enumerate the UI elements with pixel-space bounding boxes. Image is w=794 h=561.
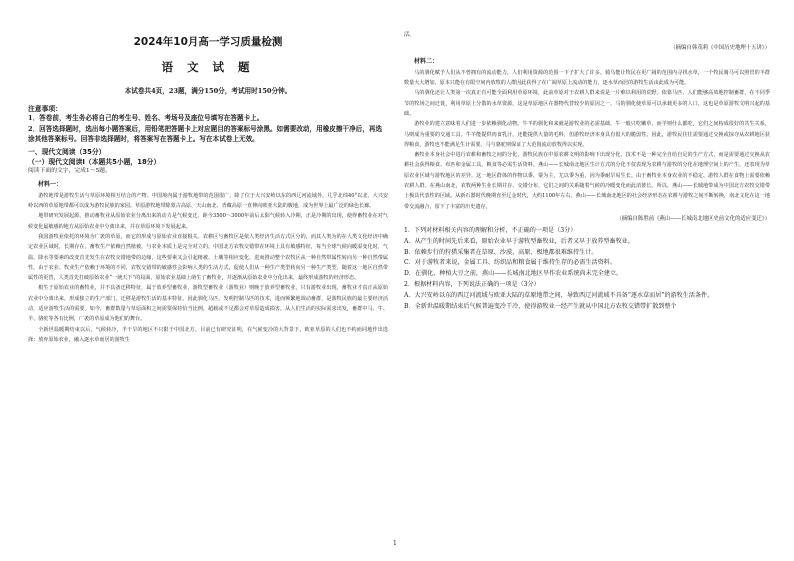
material1-paragraph: 游牧地带是游牧生活与草原环境相互结合的产物。中国境内属于游牧地带的范围很广，除了位于大兴安岭以东的西辽河流域外，几乎北纬40°以北、大兴安岭以西的草原地带都可以成为游牧民族的家园。草原游牧地带除蒙古高原、天山南北、青藏高原一直伸向欧亚大陆的腹地，成为世界上最广泛的绿色长廊。 xyxy=(28,192,388,210)
question-1-stem: 1．下列对材料相关内容的理解和分析，不正确的一项是（3分） xyxy=(404,226,577,234)
material1-paragraph: 根生于原始农业的畜牧业，并不具备迁移特征，属于放养型畜牧业，游牧型畜牧业（游牧业）则晚于放养型畜牧业，只有游牧业出现，畜牧业才真正从原始农业中分离出来，形成独立的生产部门。迁移是游牧生活的基本特征，因此驯化马匹，发明控制马匹的技术，进而频繁地调动畜群，是游牧民族的最主要经济活动，适应游牧生活的需要。如今，畜群数量与草原面积之间需要保持恰当比例，超载或不足都会对草原造成损害。从人们生活的实际需求出发，畜群中马、牛、羊、骆驼等各有比例，广袤的草原成为他们的舞台。 xyxy=(28,285,388,323)
material1-paragraph: 我国游牧业依托的环境为广袤的草原，而它的形成与原始农业直接相关。农耕区与畜牧区是依人类经济生活方式区分的，而其人类为的在人类文化经济中确定农业区域时，长期存在。畜牧生产依赖自然植被，与农业本质上是完全对立的。中国北方农牧交错带在环境上具有敏感特征，每当全球气候向暖湿变化时，气温、降水等要素的改变首先发生在农牧交错地带的边缘，这些要素又会引起植被、土壤等相应变化，进而推动整个农牧区从一种自然带属性转向另一种自然带属性。由于农业、牧业生产依赖于环境的不同，农牧交错带的敏感性会影响人类的生活方式，促使人们从一种生产类型转向另一种生产类型。随着这一地区自然带属性的更替，人类首先打破原始农业“一统天下”的局面，原始农业基础上萌生了畜牧业，并逐渐从原始农业中分化出来，最终形成游牧的经济形态。 xyxy=(28,233,388,282)
material1-source: （摘编自韩茂莉《中国历史地理十五讲》） xyxy=(670,44,770,51)
question-1-option-b: B．依赖步行的狩猎采集者在草原、沙漠、高原、极地都很难维持生计。 xyxy=(404,248,598,256)
question-1-option-d: D．在驯化、种植大豆之前，燕山——长城南北地区旱作农业系统尚未完全建立。 xyxy=(404,270,623,278)
material2-paragraph: 畜牧业本身社会中进行农耕和畜牧之间的分化，游牧民族在中原农耕文明的影响下出现分化，技术不是一种完全自给自足的生产方式，而是需要通过交换从农耕社会获得粮食、布匹和金属工具，粮食等必需生活资料。燕山——长城南北地区生计方式的分化不仅表现为农耕与游牧的分化在地理空间上的产生，还表现为草原农业区域与游牧地区的差异。这一地区群体的作物以黍、粟为主，尤以黍为重，因为黍耐旱易生长。由于畜牧业本身农业的不稳定、游牧人群在食物上需要依赖农耕人群。在燕山南北，农牧两种生业长期并存、交错分布，它们之间的关系随着气候的冷暖变化而此消彼长。所以，燕山——长城地带成为中国北方农牧交错带上极具代表性的区域。从新石器时代晚期直至辽金时代，大约1100年左右，燕山——长城南北地区的社会经济形态在农耕与游牧之间不断转换，南北文化在这一地带交流融合，留下了丰富的历史遗存。 xyxy=(404,152,770,210)
material1-paragraph: 全新世温暖期结束以后，气候转冷，半干旱的地区不只限于中国北方。目前已有研究证明，在气候变冷的大背景下，欧亚草原的人们也不约而同地作出选择：放弃原始农业，融入逐水草而居的游牧生 xyxy=(28,326,388,343)
question-2-stem: 2．根据材料内容，下列说法正确的一项是（3分） xyxy=(404,280,540,288)
material2-paragraph: 马的驯化赋予人们从不曾拥有的流动能力，人们利用资源的范围一下子扩大了许多。骑马能让牧民在更广阔的范围内寻找水草，一个牧民骑马可以照管的羊群数量大大增加，原本只能在有限空间内放牧的人群因此获得了在广阔草原上流动的能力，逐水草而居的游牧生活由此成为可能。 xyxy=(404,69,770,87)
material1-paragraph: 地带研究发展起源，推动畜牧业从原始农业分离出来的动力是气候变迁。距今3500～3000年前后太阳气候转入冷期，正是冷期的出现，使得畜牧业在对气候变化最敏感的地方从原始农业中分离出来，并在草原环境下发展起来。 xyxy=(28,213,388,230)
question-1-option-c: C．对于游牧者来说，金属工具、纺织品和粮食属于维持生存的必需生活资料。 xyxy=(404,259,616,267)
material2-paragraph: 游牧业的建立意味着人们进一步依赖驯化动物。牛羊的驯化和来就是游牧业的必需基础，牛一般只吃嫩草，而羊则什么都吃，它们之间构成很好的共生关系，马则成为重要的交通工具。牛羊能提供肉食乳汁，还能提供大量的毛料，但游牧经济本身具有很大的脆弱性。因此，游牧民往往需要通过交换或掠夺从农耕地区获得粮食，游牧也不能满足生计需要。马与骆驼则保证了大范围流动放牧得以实现。 xyxy=(404,121,770,148)
page-number: 1 xyxy=(393,540,397,547)
section-heading: 一、现代文阅读（35分） xyxy=(28,147,106,156)
notes-heading: 注意事项： xyxy=(28,105,62,113)
reading-instruction: 阅读下面的文字，完成1～5题。 xyxy=(28,167,111,174)
material2-source: （摘编自陈胜前《燕山——长城南北地区史前文化的适应变迁》） xyxy=(616,215,770,222)
material2-paragraph: 马的驯化还让人类第一次真正有可能全面利用草原环境，此前草原对于农耕人群来说是一片难以利用的荒野。依靠马匹，人们能够高效地控制畜群，在不同季节的牧场之间迁徙，利用草原上分散的水草资源，这是草原地区在器物代替较少的原因之一。马的驯化使草原可以承载更多的人口，这也是草原游牧文明兴起的基础。 xyxy=(404,90,770,117)
material1-continuation: 活。 xyxy=(404,32,415,38)
material2-heading: 材料二： xyxy=(414,57,439,65)
question-2-option-a: A．大兴安岭以东的西辽河流域与欧亚大陆的草原地带之间，导致西辽河流域不具备“逐水草而居”的游牧生活条件。 xyxy=(404,291,714,299)
note-item: 2．回答选择题时，选出每小题答案后，用铅笔把答题卡上对应题目的答案标号涂黑。如需要改动，用橡皮擦干净后，再选涂其他答案标号。回答非选择题时，将答案写在答题卡上。写在本试卷上无效。 xyxy=(28,124,383,144)
right-column xyxy=(404,30,770,312)
note-item: 1．答卷前，考生务必将自己的考生号、姓名、考场号及座位号填写在答题卡上。 xyxy=(28,114,264,122)
left-column xyxy=(28,26,388,345)
exam-title: 2024年10月高一学习质量检测 xyxy=(133,36,283,48)
question-1-option-a: A．从产生的时间先后来看，原始农业早于游牧型畜牧业，后者又早于放养型畜牧业。 xyxy=(404,237,634,245)
exam-subtitle: 语 文 试 题 xyxy=(161,60,255,74)
material1-heading: 材料一： xyxy=(38,180,63,188)
subsection-heading: （一）现代文阅读Ⅰ（本题共5小题，18分） xyxy=(28,157,161,166)
question-2-option-b: B．全新世温暖期结束后气候普遍变冷干冷，使得游牧业一经产生就从中国北方农牧交错带扩散到整个 xyxy=(404,302,677,310)
exam-info: 本试卷共4页，23题，满分150分，考试用时150分钟。 xyxy=(124,87,292,95)
